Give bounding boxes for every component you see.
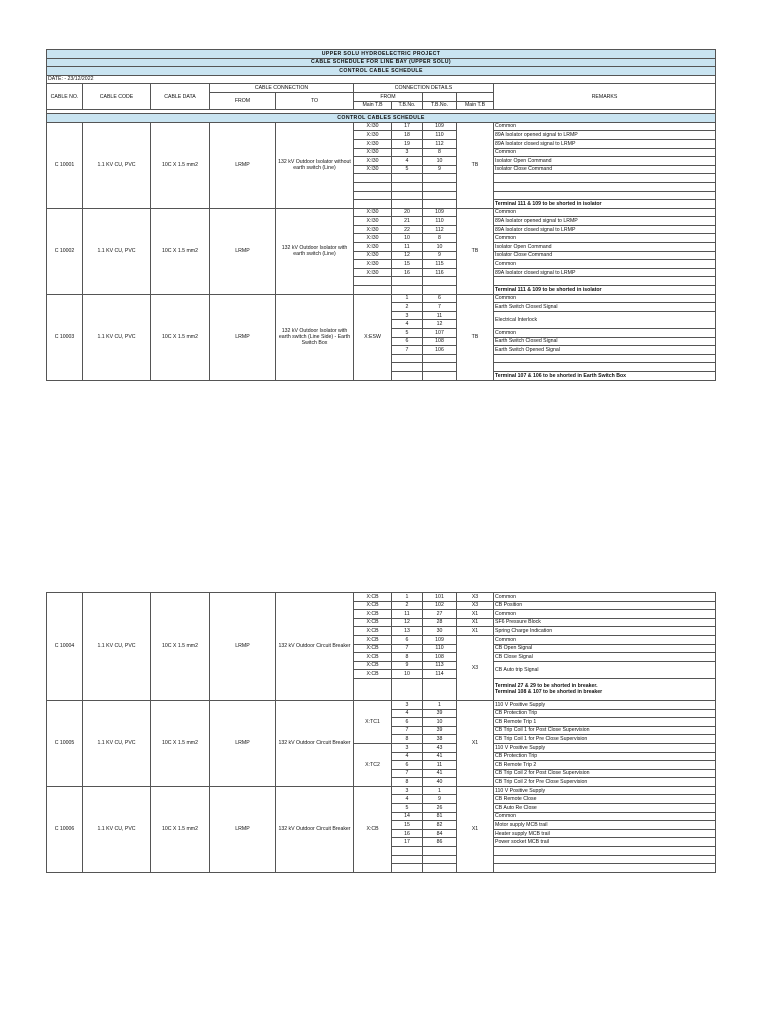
tb-to: 40 [423, 778, 457, 787]
remark: 89A Isolator opened signal to LRMP [494, 217, 716, 226]
tb-from [392, 678, 423, 700]
main-tb [354, 200, 392, 209]
tb-from: 7 [392, 726, 423, 735]
remark: Spring Charge Indication [494, 627, 716, 636]
col-cd-from: FROM [354, 92, 423, 101]
tb-from: 18 [392, 131, 423, 140]
main-tb: X:I30 [354, 225, 392, 234]
tb-to: 107 [423, 329, 457, 338]
tb-to: 1 [423, 786, 457, 795]
remark: CB Trip Coil 2 for Post Close Supervision [494, 769, 716, 778]
tb-from: 16 [392, 268, 423, 277]
col-cable-connection: CABLE CONNECTION [210, 84, 354, 93]
tb-from: 2 [392, 303, 423, 312]
main-tb: X:CB [354, 627, 392, 636]
tb-from [392, 855, 423, 864]
remark: 110 V Positive Supply [494, 786, 716, 795]
main-tb: X:TC1 [354, 700, 392, 743]
remark: 89A Isolator closed signal to LRMP [494, 139, 716, 148]
tb-to: 109 [423, 122, 457, 131]
col-remarks: REMARKS [494, 84, 716, 110]
main-tb [354, 286, 392, 295]
tb-from: 12 [392, 251, 423, 260]
tb-from: 12 [392, 618, 423, 627]
main-tb-2: TB [457, 122, 494, 208]
col-blank-a [423, 92, 457, 101]
remark-note [494, 678, 716, 700]
tb-from: 14 [392, 812, 423, 821]
main-tb-2: TB [457, 208, 494, 294]
tb-to: 41 [423, 752, 457, 761]
cable-code: 1.1 KV CU, PVC [83, 294, 151, 380]
tb-to [423, 855, 457, 864]
main-tb: X:I30 [354, 165, 392, 174]
tb-to: 110 [423, 131, 457, 140]
tb-to: 39 [423, 726, 457, 735]
remark [494, 847, 716, 856]
main-tb-2: X1 [457, 627, 494, 636]
cable-code: 1.1 KV CU, PVC [83, 700, 151, 786]
remark: CB Close Signal [494, 653, 716, 662]
remark: Common [494, 148, 716, 157]
main-tb-2: X3 [457, 593, 494, 602]
remark: Common [494, 208, 716, 217]
tb-to: 113 [423, 661, 457, 670]
col-tb-no-2: T.B.No. [423, 101, 457, 110]
main-tb: X:I30 [354, 217, 392, 226]
tb-to: 114 [423, 670, 457, 679]
tb-from: 11 [392, 610, 423, 619]
tb-from [392, 847, 423, 856]
section-title: CONTROL CABLES SCHEDULE [47, 114, 716, 123]
col-cable-code: CABLE CODE [83, 84, 151, 110]
remark: CB Protection Trip [494, 752, 716, 761]
remark [494, 363, 716, 372]
cable-no: C 10002 [47, 208, 83, 294]
tb-to: 6 [423, 294, 457, 303]
main-tb: X:CB [354, 653, 392, 662]
tb-to: 38 [423, 735, 457, 744]
cable-from: LRMP [210, 294, 276, 380]
main-tb: X:I30 [354, 157, 392, 166]
tb-to: 30 [423, 627, 457, 636]
remark: CB Trip Coil 1 for Post Close Supervision [494, 726, 716, 735]
cable-to: 132 kV Outdoor Isolator without earth switch (Line) [276, 122, 354, 208]
remark: Isolator Open Command [494, 157, 716, 166]
main-tb: X:I30 [354, 268, 392, 277]
tb-from: 3 [392, 700, 423, 709]
remark: Earth Switch Closed Signal [494, 303, 716, 312]
tb-from: 7 [392, 644, 423, 653]
tb-from: 6 [392, 337, 423, 346]
main-tb: X:CB [354, 670, 392, 679]
tb-from: 11 [392, 243, 423, 252]
cable-from: LRMP [210, 122, 276, 208]
main-tb: X:I30 [354, 208, 392, 217]
main-tb: X:CB [354, 786, 392, 872]
tb-to: 26 [423, 804, 457, 813]
tb-to: 109 [423, 635, 457, 644]
main-tb: X:CB [354, 644, 392, 653]
main-tb [354, 277, 392, 286]
tb-to [423, 678, 457, 700]
remark: 89A Isolator opened signal to LRMP [494, 131, 716, 140]
tb-to [423, 200, 457, 209]
remark [494, 277, 716, 286]
col-main-tb: Main T.B [354, 101, 392, 110]
tb-to: 86 [423, 838, 457, 847]
tb-to [423, 864, 457, 873]
col-blank-b [457, 92, 494, 101]
tb-from: 22 [392, 225, 423, 234]
main-tb: X:CB [354, 661, 392, 670]
tb-from: 3 [392, 311, 423, 320]
col-tb-no-1: T.B.No. [392, 101, 423, 110]
tb-from: 6 [392, 761, 423, 770]
tb-to: 82 [423, 821, 457, 830]
remark-note: Terminal 107 & 106 to be shorted in Earth Switch Box [494, 371, 716, 380]
tb-from: 8 [392, 735, 423, 744]
remark: Motor supply MCB trail [494, 821, 716, 830]
remark-note: Terminal 111 & 109 to be shorted in isolator [494, 286, 716, 295]
tb-to [423, 182, 457, 191]
tb-to: 108 [423, 653, 457, 662]
cable-no: C 10006 [47, 786, 83, 872]
remark: Power socket MCB trail [494, 838, 716, 847]
remark [494, 855, 716, 864]
main-tb: X:I30 [354, 234, 392, 243]
remark: Earth Switch Closed Signal [494, 337, 716, 346]
tb-from: 5 [392, 329, 423, 338]
tb-from: 3 [392, 148, 423, 157]
cable-data: 10C X 1.5 mm2 [151, 208, 210, 294]
tb-from: 7 [392, 346, 423, 355]
remark-note: Terminal 111 & 109 to be shorted in isolator [494, 200, 716, 209]
tb-to: 112 [423, 139, 457, 148]
tb-from [392, 200, 423, 209]
main-tb: X:I30 [354, 251, 392, 260]
tb-from: 10 [392, 234, 423, 243]
cable-no: C 10003 [47, 294, 83, 380]
tb-to: 115 [423, 260, 457, 269]
tb-from [392, 354, 423, 363]
cable-no: C 10004 [47, 593, 83, 701]
tb-from: 19 [392, 139, 423, 148]
remark: 89A Isolator closed signal to LRMP [494, 268, 716, 277]
tb-to: 10 [423, 243, 457, 252]
main-tb-2: X1 [457, 618, 494, 627]
tb-from [392, 286, 423, 295]
main-tb-2: X3 [457, 601, 494, 610]
tb-from [392, 864, 423, 873]
remark [494, 182, 716, 191]
main-tb: X:I30 [354, 131, 392, 140]
remark: CB Remote Trip 2 [494, 761, 716, 770]
tb-to: 1 [423, 700, 457, 709]
tb-from [392, 371, 423, 380]
tb-from: 8 [392, 778, 423, 787]
tb-to: 9 [423, 165, 457, 174]
tb-to: 116 [423, 268, 457, 277]
remark: CB Trip Coil 1 for Pre Close Supervision [494, 735, 716, 744]
tb-to: 112 [423, 225, 457, 234]
tb-to: 39 [423, 709, 457, 718]
cable-from: LRMP [210, 786, 276, 872]
tb-to [423, 174, 457, 183]
tb-from: 7 [392, 769, 423, 778]
tb-to [423, 371, 457, 380]
remark: Isolator Close Command [494, 251, 716, 260]
tb-to: 106 [423, 346, 457, 355]
remark: CB Position [494, 601, 716, 610]
remark: Common [494, 294, 716, 303]
main-tb: X:ESW [354, 294, 392, 380]
main-tb: X:I30 [354, 148, 392, 157]
tb-from: 1 [392, 593, 423, 602]
remark: 110 V Positive Supply [494, 743, 716, 752]
main-tb: X:I30 [354, 243, 392, 252]
tb-from: 6 [392, 635, 423, 644]
tb-to [423, 191, 457, 200]
tb-from [392, 363, 423, 372]
cable-code: 1.1 KV CU, PVC [83, 786, 151, 872]
tb-from: 16 [392, 829, 423, 838]
remark: Common [494, 260, 716, 269]
remark: Isolator Close Command [494, 165, 716, 174]
tb-to: 10 [423, 157, 457, 166]
tb-from: 20 [392, 208, 423, 217]
col-to: TO [276, 92, 354, 109]
tb-from: 10 [392, 670, 423, 679]
cable-from: LRMP [210, 700, 276, 786]
main-tb [354, 182, 392, 191]
tb-from: 15 [392, 260, 423, 269]
tb-from: 13 [392, 627, 423, 636]
main-tb-2: X3 [457, 635, 494, 700]
tb-from [392, 277, 423, 286]
remark: CB Remote Trip 1 [494, 718, 716, 727]
main-tb [354, 678, 392, 700]
cable-from: LRMP [210, 593, 276, 701]
main-tb: X:CB [354, 610, 392, 619]
tb-from: 8 [392, 653, 423, 662]
remark: CB Open Signal [494, 644, 716, 653]
tb-to: 9 [423, 251, 457, 260]
tb-from: 17 [392, 838, 423, 847]
main-tb [354, 191, 392, 200]
cable-code: 1.1 KV CU, PVC [83, 122, 151, 208]
tb-from [392, 191, 423, 200]
main-tb: X:I30 [354, 139, 392, 148]
tb-to: 8 [423, 148, 457, 157]
tb-from: 2 [392, 601, 423, 610]
cable-to: 132 kV Outdoor Circuit Breaker [276, 786, 354, 872]
remark: 89A Isolator closed signal to LRMP [494, 225, 716, 234]
remark [494, 191, 716, 200]
tb-from: 9 [392, 661, 423, 670]
remark: CB Auto Re Close [494, 804, 716, 813]
main-tb: X:CB [354, 601, 392, 610]
main-tb: X:I30 [354, 122, 392, 131]
tb-to: 9 [423, 795, 457, 804]
tb-from: 21 [392, 217, 423, 226]
cable-to: 132 kV Outdoor Isolator with earth switch (Line) [276, 208, 354, 294]
tb-to: 10 [423, 718, 457, 727]
remark: CB Protection Trip [494, 709, 716, 718]
tb-to: 102 [423, 601, 457, 610]
cable-code: 1.1 KV CU, PVC [83, 208, 151, 294]
remark [494, 864, 716, 873]
col-connection-details: CONNECTION DETAILS [354, 84, 494, 93]
main-tb: X:TC2 [354, 743, 392, 786]
remark: Common [494, 329, 716, 338]
tb-to: 11 [423, 311, 457, 320]
tb-from: 4 [392, 709, 423, 718]
tb-from: 5 [392, 804, 423, 813]
col-cable-no: CABLE NO. [47, 84, 83, 110]
tb-from: 4 [392, 157, 423, 166]
remark: Common [494, 812, 716, 821]
project-title: UPPER SOLU HYDROELECTRIC PROJECT [47, 50, 716, 59]
main-tb: X:CB [354, 618, 392, 627]
remark: 110 V Positive Supply [494, 700, 716, 709]
col-main-tb-2: Main T.B [457, 101, 494, 110]
tb-to: 110 [423, 644, 457, 653]
date-label: DATE: - 23/12/2022 [47, 75, 716, 84]
tb-from: 3 [392, 743, 423, 752]
remark-note-line-1: Terminal 27 & 29 to be shorted in breaker. [495, 683, 598, 690]
remark: Electrical Interlock [494, 311, 716, 328]
tb-to: 28 [423, 618, 457, 627]
cable-data: 10C X 1.5 mm2 [151, 593, 210, 701]
cable-data: 10C X 1.5 mm2 [151, 122, 210, 208]
cable-schedule-table-2 [46, 592, 716, 873]
tb-to: 43 [423, 743, 457, 752]
tb-from: 6 [392, 718, 423, 727]
tb-to [423, 847, 457, 856]
remark [494, 174, 716, 183]
cable-to: 132 kV Outdoor Circuit Breaker [276, 700, 354, 786]
tb-to: 11 [423, 761, 457, 770]
tb-to: 27 [423, 610, 457, 619]
cable-data: 10C X 1.5 mm2 [151, 700, 210, 786]
tb-from: 5 [392, 165, 423, 174]
remark: Common [494, 635, 716, 644]
remark: CB Remote Close [494, 795, 716, 804]
cable-schedule-table-1 [46, 49, 716, 381]
tb-from: 15 [392, 821, 423, 830]
remark [494, 354, 716, 363]
tb-from: 4 [392, 320, 423, 329]
remark: Common [494, 234, 716, 243]
main-tb: X:CB [354, 593, 392, 602]
cable-data: 10C X 1.5 mm2 [151, 294, 210, 380]
remark: Heater supply MCB trail [494, 829, 716, 838]
tb-from [392, 182, 423, 191]
tb-to: 110 [423, 217, 457, 226]
main-tb: X:I30 [354, 260, 392, 269]
schedule-title: CABLE SCHEDULE FOR LINE BAY (UPPER SOLU) [47, 58, 716, 67]
col-cable-data: CABLE DATA [151, 84, 210, 110]
main-tb: X:CB [354, 635, 392, 644]
tb-to [423, 286, 457, 295]
tb-to: 84 [423, 829, 457, 838]
col-from: FROM [210, 92, 276, 109]
cable-to: 132 kV Outdoor Isolator with earth switch (Line Side) - Earth Switch Box [276, 294, 354, 380]
tb-from: 4 [392, 752, 423, 761]
tb-to: 8 [423, 234, 457, 243]
remark: Common [494, 593, 716, 602]
tb-from: 17 [392, 122, 423, 131]
tb-to [423, 277, 457, 286]
cable-data: 10C X 1.5 mm2 [151, 786, 210, 872]
remark: Isolator Open Command [494, 243, 716, 252]
tb-from: 1 [392, 294, 423, 303]
control-schedule-title: CONTROL CABLE SCHEDULE [47, 67, 716, 76]
tb-from: 3 [392, 786, 423, 795]
remark: CB Trip Coil 2 for Pre Close Supervision [494, 778, 716, 787]
main-tb-2: X1 [457, 610, 494, 619]
main-tb-2: X1 [457, 700, 494, 786]
tb-to: 101 [423, 593, 457, 602]
remark-note-line-2: Terminal 108 & 107 to be shorted in breaker [495, 689, 603, 696]
cable-no: C 10001 [47, 122, 83, 208]
tb-to: 41 [423, 769, 457, 778]
tb-to: 7 [423, 303, 457, 312]
tb-from [392, 174, 423, 183]
main-tb-2: TB [457, 294, 494, 380]
tb-to [423, 354, 457, 363]
tb-to: 109 [423, 208, 457, 217]
remark: Earth Switch Opened Signal [494, 346, 716, 355]
cable-code: 1.1 KV CU, PVC [83, 593, 151, 701]
remark: CB Auto trip Signal [494, 661, 716, 678]
main-tb-2: X1 [457, 786, 494, 872]
remark: SF6 Pressure Block [494, 618, 716, 627]
tb-to [423, 363, 457, 372]
cable-no: C 10005 [47, 700, 83, 786]
remark: Common [494, 122, 716, 131]
remark: Common [494, 610, 716, 619]
cable-to: 132 kV Outdoor Circuit Breaker [276, 593, 354, 701]
tb-to: 108 [423, 337, 457, 346]
tb-from: 4 [392, 795, 423, 804]
tb-to: 81 [423, 812, 457, 821]
main-tb [354, 174, 392, 183]
cable-from: LRMP [210, 208, 276, 294]
tb-to: 12 [423, 320, 457, 329]
